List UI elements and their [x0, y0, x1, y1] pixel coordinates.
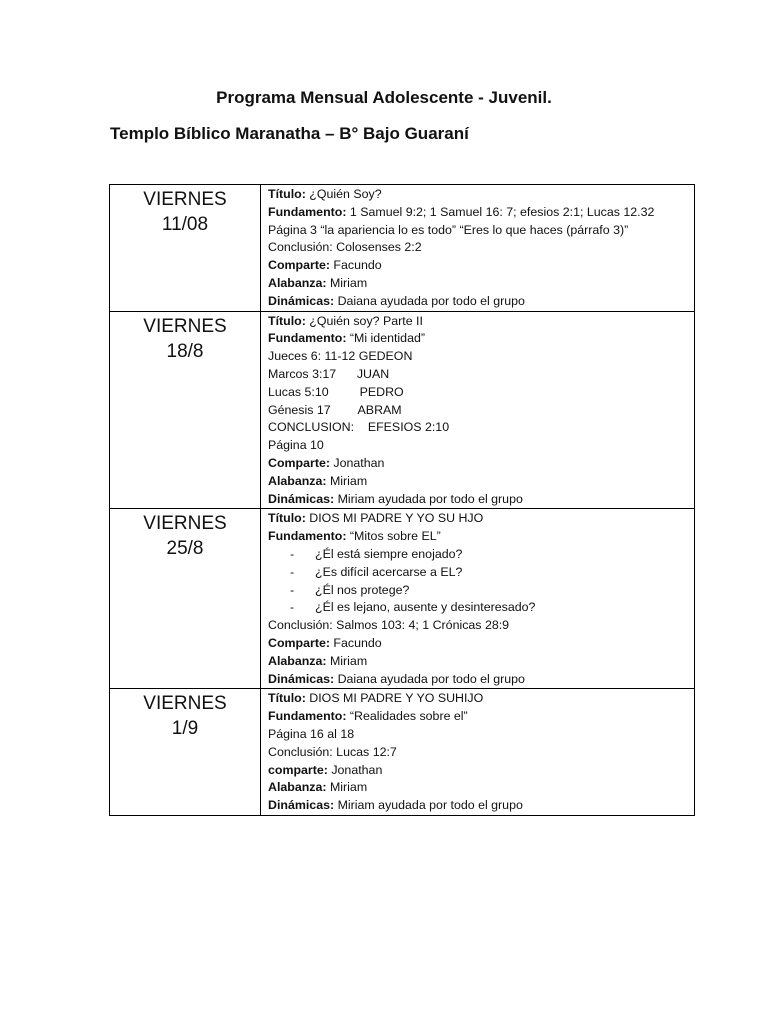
reference-line: Jueces 6: 11-12 GEDEON — [268, 349, 413, 364]
day-label: VIERNES — [143, 513, 227, 535]
titulo-value: ¿Quién soy? Parte II — [305, 313, 423, 328]
day-cell — [110, 311, 261, 509]
page-title: Programa Mensual Adolescente - Juvenil. — [216, 88, 552, 107]
comparte-value: Facundo — [329, 635, 382, 650]
dinamicas-value: Miriam ayudada por todo el grupo — [334, 491, 523, 506]
comparte-line — [268, 635, 690, 653]
dinamicas-line — [268, 797, 690, 815]
dinamicas-label: Dinámicas: — [268, 293, 335, 308]
reference-line: Génesis 17 ABRAM — [268, 402, 402, 417]
fundamento-value: “Mitos sobre EL” — [346, 529, 441, 544]
list-item-text: ¿Él está siempre enojado? — [315, 546, 463, 561]
list-item — [268, 582, 690, 600]
fundamento-label: Fundamento: — [268, 709, 347, 724]
alabanza-label: Alabanza: — [268, 653, 327, 668]
comparte-value: Jonathan — [329, 455, 385, 470]
list-item-text: ¿Es difícil acercarse a EL? — [315, 564, 463, 579]
comparte-label: Comparte: — [268, 455, 330, 470]
alabanza-line — [268, 653, 690, 671]
conclusion-line: Conclusión: Lucas 12:7 — [268, 744, 397, 759]
titulo-value: ¿Quién Soy? — [305, 187, 382, 201]
dinamicas-label: Dinámicas: — [268, 798, 335, 813]
titulo-line — [268, 510, 690, 528]
titulo-label: Título: — [268, 691, 306, 706]
dash-bullet-icon: - — [290, 546, 295, 561]
table-row — [110, 185, 695, 312]
alabanza-label: Alabanza: — [268, 275, 327, 290]
day-label: VIERNES — [143, 189, 227, 210]
alabanza-line — [268, 275, 690, 293]
dash-bullet-icon: - — [290, 582, 295, 597]
page-subtitle: Templo Bíblico Maranatha – B° Bajo Guaraní — [110, 124, 469, 143]
dinamicas-line — [268, 293, 690, 311]
table-row — [110, 311, 695, 509]
list-item-text: ¿Él nos protege? — [315, 582, 410, 597]
day-label: VIERNES — [143, 693, 227, 715]
alabanza-label: Alabanza: — [268, 473, 327, 488]
list-item — [268, 564, 690, 582]
content-cell — [261, 509, 695, 689]
content-cell — [261, 185, 695, 312]
dinamicas-line — [268, 671, 690, 689]
fundamento-line — [268, 330, 690, 348]
comparte-line — [268, 455, 690, 473]
day-date: 11/08 — [161, 214, 209, 235]
alabanza-value: Miriam — [326, 275, 368, 290]
alabanza-label: Alabanza: — [268, 780, 327, 795]
conclusion-line: Conclusión: Colosenses 2:2 — [268, 240, 422, 255]
day-cell — [110, 689, 261, 816]
dinamicas-value: Daiana ayudada por todo el grupo — [334, 293, 525, 308]
titulo-value: DIOS MI PADRE Y YO SUHIJO — [305, 691, 484, 706]
fundamento-label: Fundamento: — [268, 204, 347, 219]
comparte-value: Jonathan — [327, 762, 383, 777]
titulo-line — [268, 186, 690, 204]
day-date: 25/8 — [166, 538, 204, 560]
page-reference-line: Página 10 — [268, 438, 324, 453]
dinamicas-value: Daiana ayudada por todo el grupo — [334, 671, 525, 686]
reference-line: Lucas 5:10 PEDRO — [268, 384, 404, 399]
day-cell — [110, 185, 261, 312]
fundamento-label: Fundamento: — [268, 529, 347, 544]
table-row — [110, 509, 695, 689]
page-reference-line: Página 16 al 18 — [268, 726, 355, 741]
detail-line: Página 3 “la apariencia lo es todo” “Eres lo que haces (párrafo 3)” — [268, 222, 629, 237]
comparte-label: Comparte: — [268, 258, 330, 273]
fundamento-label: Fundamento: — [268, 331, 347, 346]
alabanza-line — [268, 779, 690, 797]
fundamento-line — [268, 708, 690, 726]
alabanza-value: Miriam — [326, 473, 368, 488]
schedule-table — [109, 184, 695, 816]
table-row — [110, 689, 695, 816]
dash-bullet-icon: - — [290, 600, 295, 615]
titulo-label: Título: — [268, 187, 306, 201]
comparte-line — [268, 762, 690, 780]
list-item-text: ¿Él es lejano, ausente y desinteresado? — [315, 600, 536, 615]
alabanza-value: Miriam — [326, 653, 368, 668]
conclusion-line: CONCLUSION: EFESIOS 2:10 — [268, 420, 450, 435]
alabanza-line — [268, 473, 690, 491]
day-date: 1/9 — [171, 718, 199, 740]
list-item — [268, 546, 690, 564]
day-date: 18/8 — [166, 340, 204, 362]
content-cell — [261, 311, 695, 509]
titulo-label: Título: — [268, 511, 306, 526]
fundamento-value: 1 Samuel 9:2; 1 Samuel 16: 7; efesios 2:1; Lucas 12.32 — [346, 204, 655, 219]
titulo-line — [268, 690, 690, 708]
content-cell — [261, 689, 695, 816]
list-item — [268, 599, 690, 617]
dinamicas-label: Dinámicas: — [268, 491, 335, 506]
fundamento-line — [268, 204, 690, 222]
alabanza-value: Miriam — [326, 780, 368, 795]
comparte-label: Comparte: — [268, 635, 330, 650]
dash-bullet-icon: - — [290, 564, 295, 579]
titulo-value: DIOS MI PADRE Y YO SU HJO — [305, 511, 484, 526]
reference-line: Marcos 3:17 JUAN — [268, 366, 390, 381]
comparte-label: comparte: — [268, 762, 328, 777]
comparte-line — [268, 257, 690, 275]
comparte-value: Facundo — [329, 258, 382, 273]
dinamicas-line — [268, 491, 690, 509]
titulo-line — [268, 313, 690, 331]
fundamento-line — [268, 528, 690, 546]
fundamento-value: “Mi identidad” — [346, 331, 425, 346]
myth-list — [268, 546, 690, 617]
dinamicas-value: Miriam ayudada por todo el grupo — [334, 798, 523, 813]
conclusion-line: Conclusión: Salmos 103: 4; 1 Crónicas 28:9 — [268, 618, 510, 633]
fundamento-value: “Realidades sobre el” — [346, 709, 468, 724]
day-cell — [110, 509, 261, 689]
titulo-label: Título: — [268, 313, 306, 328]
day-label: VIERNES — [143, 315, 227, 337]
dinamicas-label: Dinámicas: — [268, 671, 335, 686]
